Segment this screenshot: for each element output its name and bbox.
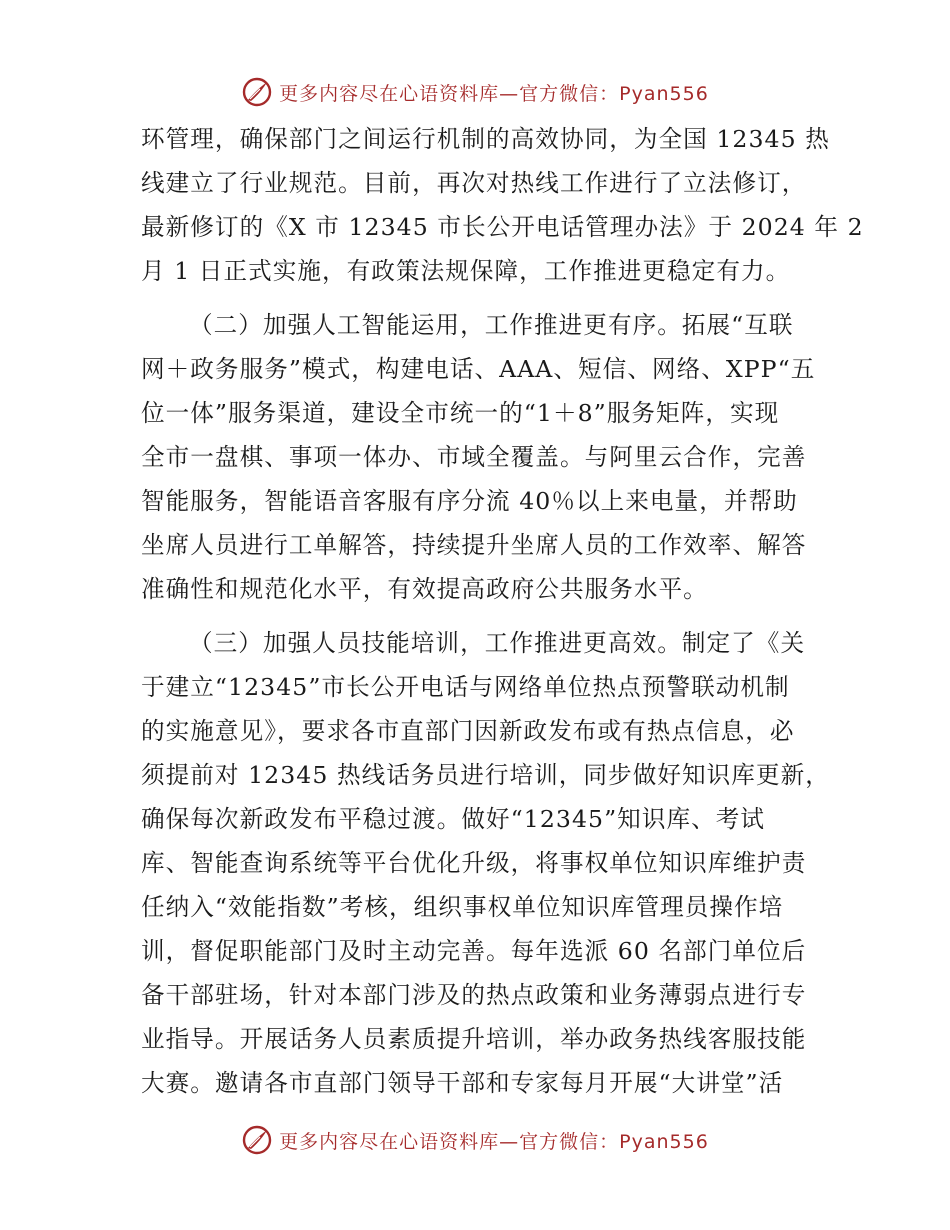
text-line: 智能服务，智能语音客服有序分流 40％以上来电量，并帮助 <box>141 487 798 515</box>
text-line: 线建立了行业规范。目前，再次对热线工作进行了立法修订， <box>141 169 807 197</box>
text-line: 确保每次新政发布平稳过渡。做好“12345”知识库、考试 <box>141 805 766 833</box>
paragraph-gap <box>141 293 811 303</box>
text-line: 须提前对 12345 热线话务员进行培训，同步做好知识库更新， <box>141 761 830 789</box>
text-line: 的实施意见》，要求各市直部门因新政发布或有热点信息，必 <box>141 717 795 745</box>
text-line: 训，督促职能部门及时主动完善。每年选派 60 名部门单位后 <box>141 937 807 965</box>
paragraph <box>141 303 816 611</box>
banner-text: 更多内容尽在心语资料库—官方微信：Pyan556 <box>279 1130 709 1153</box>
text-line: 大赛。邀请各市直部门领导干部和专家每月开展“大讲堂”活 <box>141 1069 784 1097</box>
paragraph <box>141 117 864 293</box>
banner-text: 更多内容尽在心语资料库—官方微信：Pyan556 <box>279 82 709 105</box>
quill-seal-icon <box>241 76 273 108</box>
text-line: 于建立“12345”市长公开电话与网络单位热点预警联动机制 <box>141 673 790 701</box>
text-line: 环管理，确保部门之间运行机制的高效协同，为全国 12345 热 <box>141 125 830 153</box>
text-line: 坐席人员进行工单解答，持续提升坐席人员的工作效率、解答 <box>141 531 807 559</box>
text-line: 任纳入“效能指数”考核，组织事权单位知识库管理员操作培 <box>141 893 784 921</box>
text-line: 准确性和规范化水平，有效提高政府公共服务水平。 <box>141 575 708 603</box>
text-line: 全市一盘棋、事项一体办、市域全覆盖。与阿里云合作，完善 <box>141 443 807 471</box>
text-line: 位一体”服务渠道，建设全市统一的“1＋8”服务矩阵，实现 <box>141 399 780 427</box>
text-line: 库、智能查询系统等平台优化升级，将事权单位知识库维护责 <box>141 849 807 877</box>
footer-watermark-banner <box>0 1120 950 1160</box>
text-line: 月 1 日正式实施，有政策法规保障，工作推进更稳定有力。 <box>141 257 791 285</box>
text-line: 最新修订的《X 市 12345 市长公开电话管理办法》于 2024 年 2 <box>141 213 864 241</box>
document-body <box>141 117 864 1105</box>
text-line: 备干部驻场，针对本部门涉及的热点政策和业务薄弱点进行专 <box>141 981 807 1009</box>
paragraph <box>141 621 830 1105</box>
text-line: 网＋政务服务”模式，构建电话、AAA、短信、网络、XPP“五 <box>141 355 816 383</box>
header-watermark-banner <box>0 72 950 112</box>
text-line: 业指导。开展话务人员素质提升培训，举办政务热线客服技能 <box>141 1025 807 1053</box>
paragraph-gap <box>141 611 811 621</box>
text-line: （二）加强人工智能运用，工作推进更有序。拓展“互联 <box>189 311 794 339</box>
quill-seal-icon <box>241 1124 273 1156</box>
text-line: （三）加强人员技能培训，工作推进更高效。制定了《关 <box>189 629 806 657</box>
